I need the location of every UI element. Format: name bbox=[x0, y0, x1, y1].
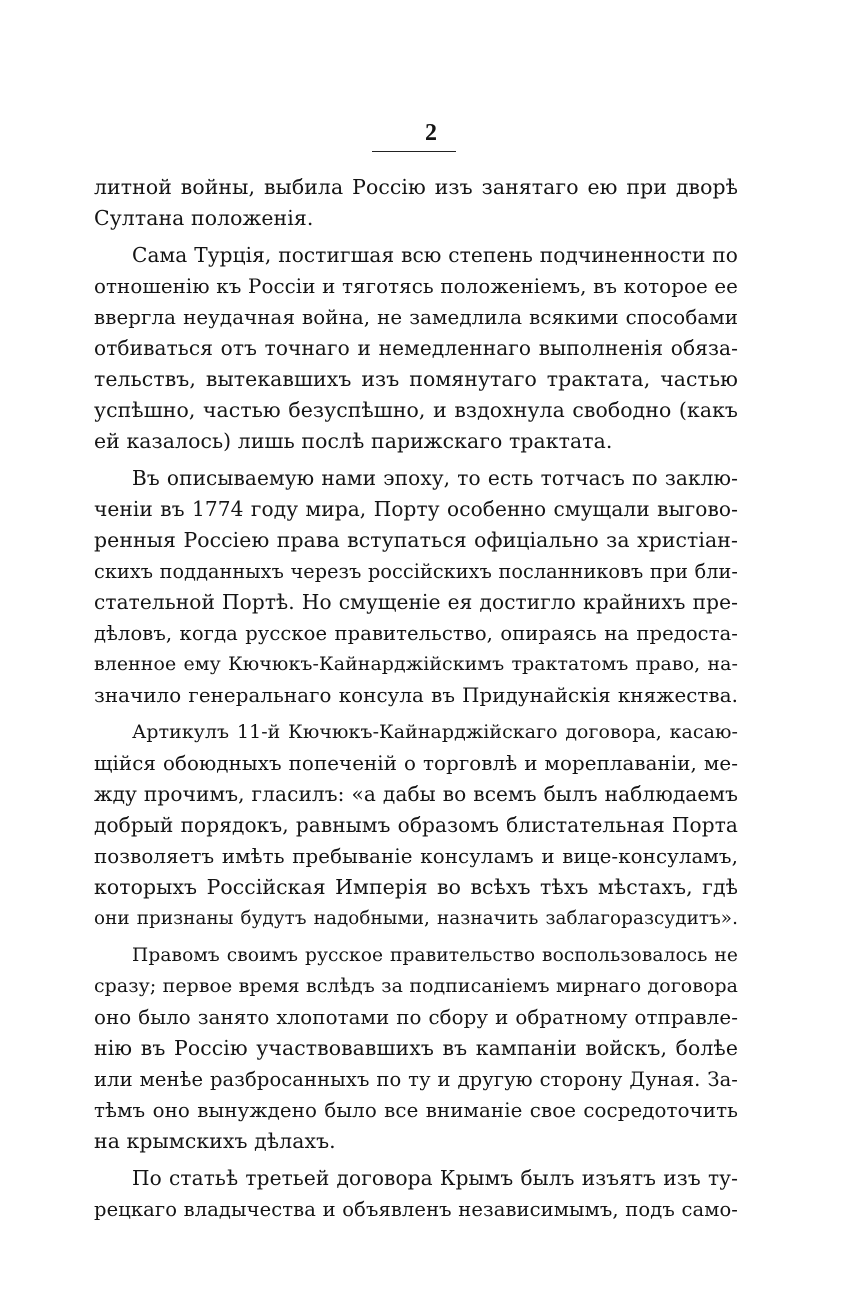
body-text bbox=[94, 172, 738, 1225]
paragraph bbox=[94, 463, 738, 711]
paragraph bbox=[94, 172, 738, 234]
text-line: щійся обоюдныхъ попеченій о торговлѣ и мореплаваніи, ме- bbox=[94, 752, 738, 775]
page-number: 2 bbox=[425, 120, 437, 146]
paragraph bbox=[94, 1163, 738, 1225]
text-line: дѣловъ, когда русское правительство, опираясь на предоста- bbox=[94, 622, 738, 645]
text-line: жду прочимъ, гласилъ: «а дабы во всемъ былъ наблюдаемъ bbox=[94, 782, 738, 806]
text-line: которыхъ Россійская Имперія во всѣхъ тѣхъ мѣстахъ, гдѣ bbox=[94, 875, 738, 899]
paragraph bbox=[94, 940, 738, 1157]
text-line: Сама Турція, постигшая всю степень подчиненности по bbox=[132, 243, 738, 267]
text-line: ей казалось) лишь послѣ парижскаго трактата. bbox=[94, 429, 613, 453]
text-line: оно было занято хлопотами по сбору и обратному отправле- bbox=[94, 1006, 738, 1029]
text-line: сразу; первое время вслѣдъ за подписаніемъ мирнаго договора bbox=[94, 975, 738, 997]
text-line: значило генеральнаго консула въ Придунайскія княжества. bbox=[94, 684, 738, 707]
text-line: ченіи въ 1774 году мира, Порту особенно смущали выгово- bbox=[94, 497, 738, 521]
text-line: они признаны будутъ надобными, назначить заблагоразсудитъ». bbox=[94, 908, 738, 929]
text-line: отношенію къ Россіи и тяготясь положеніемъ, въ которое ее bbox=[94, 275, 738, 298]
text-line: Артикулъ 11-й Кючюкъ-Кайнарджійскаго договора, касаю- bbox=[132, 721, 738, 743]
text-line: или менѣе разбросанныхъ по ту и другую сторону Дуная. За- bbox=[94, 1068, 738, 1091]
text-line: ввергла неудачная война, не замедлила всякими способами bbox=[94, 306, 738, 329]
text-line: на крымскихъ дѣлахъ. bbox=[94, 1129, 336, 1153]
text-line: тельствъ, вытекавшихъ изъ помянутаго трактата, частью bbox=[94, 367, 738, 391]
text-line: тѣмъ оно вынуждено было все вниманіе свое сосредоточить bbox=[94, 1099, 738, 1122]
text-line: Въ описываемую нами эпоху, то есть тотчасъ по заклю- bbox=[132, 466, 738, 490]
text-line: отбиваться отъ точнаго и немедленнаго выполненія обяза- bbox=[94, 336, 738, 360]
paragraph bbox=[94, 240, 738, 457]
text-line: вленное ему Кючюкъ-Кайнарджійскимъ трактатомъ право, на- bbox=[94, 653, 738, 675]
paragraph bbox=[94, 717, 738, 934]
text-line: литной войны, выбила Россію изъ занятаго ею при дворѣ bbox=[94, 175, 738, 199]
text-line: Султана положенія. bbox=[94, 206, 314, 230]
text-line: По статьѣ третьей договора Крымъ былъ изъятъ изъ ту- bbox=[132, 1166, 738, 1190]
text-line: Правомъ своимъ русское правительство воспользовалось не bbox=[132, 945, 738, 966]
text-line: стательной Портѣ. Но смущеніе ея достигло крайнихъ пре- bbox=[94, 590, 738, 614]
text-line: успѣшно, частью безуспѣшно, и вздохнула свободно (какъ bbox=[94, 398, 738, 422]
text-line: добрый порядокъ, равнымъ образомъ блистательная Порта bbox=[94, 813, 738, 837]
text-line: нію въ Россію участвовавшихъ въ кампаніи войскъ, болѣе bbox=[94, 1036, 738, 1060]
text-line: позволяетъ имѣть пребываніе консуламъ и вице-консуламъ, bbox=[94, 845, 738, 868]
text-line: рецкаго владычества и объявленъ независимымъ, подъ само- bbox=[94, 1198, 738, 1221]
text-line: ренныя Россіею права вступаться офиціально за христіан- bbox=[94, 528, 738, 552]
page-number-rule bbox=[372, 151, 456, 152]
text-line: скихъ подданныхъ черезъ россійскихъ посланниковъ при бли- bbox=[94, 560, 738, 583]
